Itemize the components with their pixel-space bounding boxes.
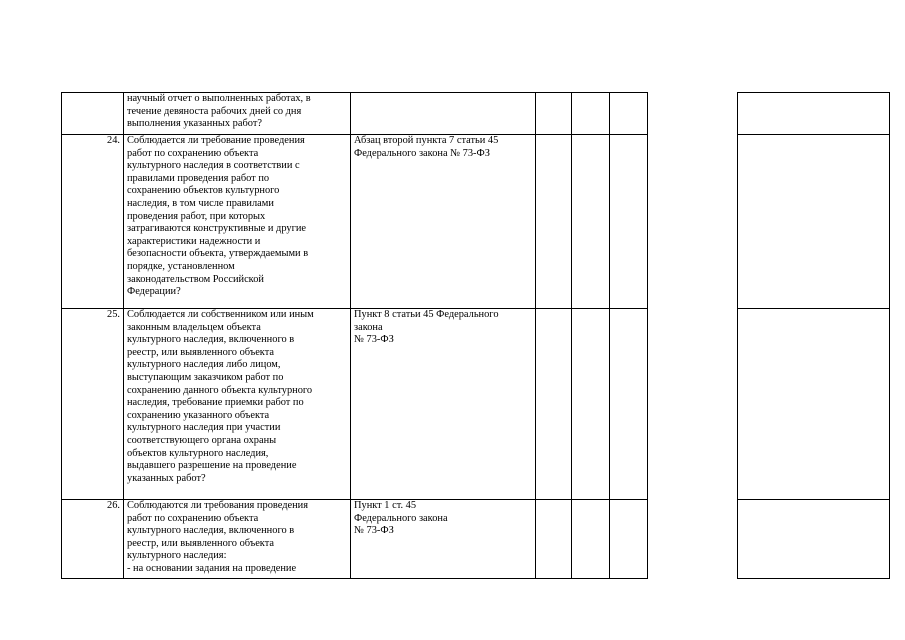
reference-line: Федерального закона: [354, 512, 448, 524]
question-line: Федерации?: [127, 286, 181, 298]
answer-yes-cell: [536, 500, 572, 579]
question-line: наследия, в том числе правилами: [127, 197, 274, 209]
question-line: Соблюдается ли требование проведения: [127, 135, 305, 146]
answer-na-cell: [610, 135, 648, 309]
reference-line: Пункт 8 статьи 45 Федерального: [354, 309, 499, 320]
table-row: [62, 135, 890, 309]
answer-yes-cell: [536, 309, 572, 500]
question-line: проведения работ, при которых: [127, 210, 266, 222]
table-row: [62, 309, 890, 500]
answer-no-cell: [572, 135, 610, 309]
answer-na-cell: [610, 500, 648, 579]
question-line: затрагиваются конструктивные и другие: [127, 223, 307, 235]
question-line: течение девяноста рабочих дней со дня: [127, 105, 302, 117]
answer-na-cell: [610, 309, 648, 500]
row-number: 25.: [62, 309, 124, 500]
question-line: выполнения указанных работ?: [127, 118, 262, 130]
answer-no-cell: [572, 309, 610, 500]
question-line: культурного наследия в соответствии с: [127, 160, 300, 172]
question-cell: [124, 500, 351, 579]
gap-cell: [648, 309, 738, 500]
question-line: законодательством Российской: [127, 273, 264, 285]
question-cell: [124, 93, 351, 135]
question-line: культурного наследия при участии: [127, 422, 281, 434]
notes-cell: [738, 93, 890, 135]
question-line: реестр, или выявленного объекта: [127, 537, 274, 549]
table-row: [62, 93, 890, 135]
question-line: объектов культурного наследия,: [127, 447, 269, 459]
answer-no-cell: [572, 93, 610, 135]
reference-line: № 73-ФЗ: [354, 525, 394, 537]
table-row: [62, 500, 890, 579]
notes-cell: [738, 500, 890, 579]
question-line: порядке, установленном: [127, 260, 235, 272]
gap-cell: [648, 93, 738, 135]
row-number: 26.: [62, 500, 124, 579]
question-line: характеристики надежности и: [127, 235, 261, 247]
answer-yes-cell: [536, 93, 572, 135]
question-line: работ по сохранению объекта: [127, 147, 259, 159]
question-line: работ по сохранению объекта: [127, 512, 259, 524]
answer-yes-cell: [536, 135, 572, 309]
question-line: сохранению указанного объекта: [127, 409, 270, 421]
answer-no-cell: [572, 500, 610, 579]
gap-cell: [648, 135, 738, 309]
question-line: выдавшего разрешение на проведение: [127, 460, 297, 472]
question-line: реестр, или выявленного объекта: [127, 346, 274, 358]
question-line: соответствующего органа охраны: [127, 434, 277, 446]
question-line: наследия, требование приемки работ по: [127, 397, 304, 409]
reference-line: Пункт 1 ст. 45: [354, 500, 417, 511]
question-cell: [124, 135, 351, 309]
question-cell: [124, 309, 351, 500]
reference-line: Абзац второй пункта 7 статьи 45: [354, 135, 499, 146]
notes-cell: [738, 135, 890, 309]
question-line: научный отчет о выполненных работах, в: [127, 93, 311, 104]
reference-cell: [351, 93, 536, 135]
reference-line: Федерального закона № 73-ФЗ: [354, 147, 490, 159]
question-line: культурного наследия либо лицом,: [127, 359, 281, 371]
row-number: 24.: [62, 135, 124, 309]
row-number: [62, 93, 124, 135]
question-line: сохранению объектов культурного: [127, 185, 280, 197]
question-line: указанных работ?: [127, 472, 206, 484]
question-line: выступающим заказчиком работ по: [127, 371, 284, 383]
reference-cell: [351, 309, 536, 500]
question-line: сохранению данного объекта культурного: [127, 384, 313, 396]
checklist-table: [61, 92, 890, 579]
question-line: законным владельцем объекта: [127, 321, 261, 333]
question-line: безопасности объекта, утверждаемыми в: [127, 248, 309, 260]
question-line: - на основании задания на проведение: [127, 562, 297, 574]
question-line: правилами проведения работ по: [127, 172, 270, 184]
reference-cell: [351, 500, 536, 579]
question-line: Соблюдаются ли требования проведения: [127, 500, 309, 511]
question-line: Соблюдается ли собственником или иным: [127, 309, 314, 320]
reference-line: № 73-ФЗ: [354, 334, 394, 346]
answer-na-cell: [610, 93, 648, 135]
question-line: культурного наследия, включенного в: [127, 334, 295, 346]
question-line: культурного наследия, включенного в: [127, 525, 295, 537]
reference-cell: [351, 135, 536, 309]
notes-cell: [738, 309, 890, 500]
gap-cell: [648, 500, 738, 579]
reference-line: закона: [354, 321, 383, 333]
question-line: культурного наследия:: [127, 550, 227, 562]
